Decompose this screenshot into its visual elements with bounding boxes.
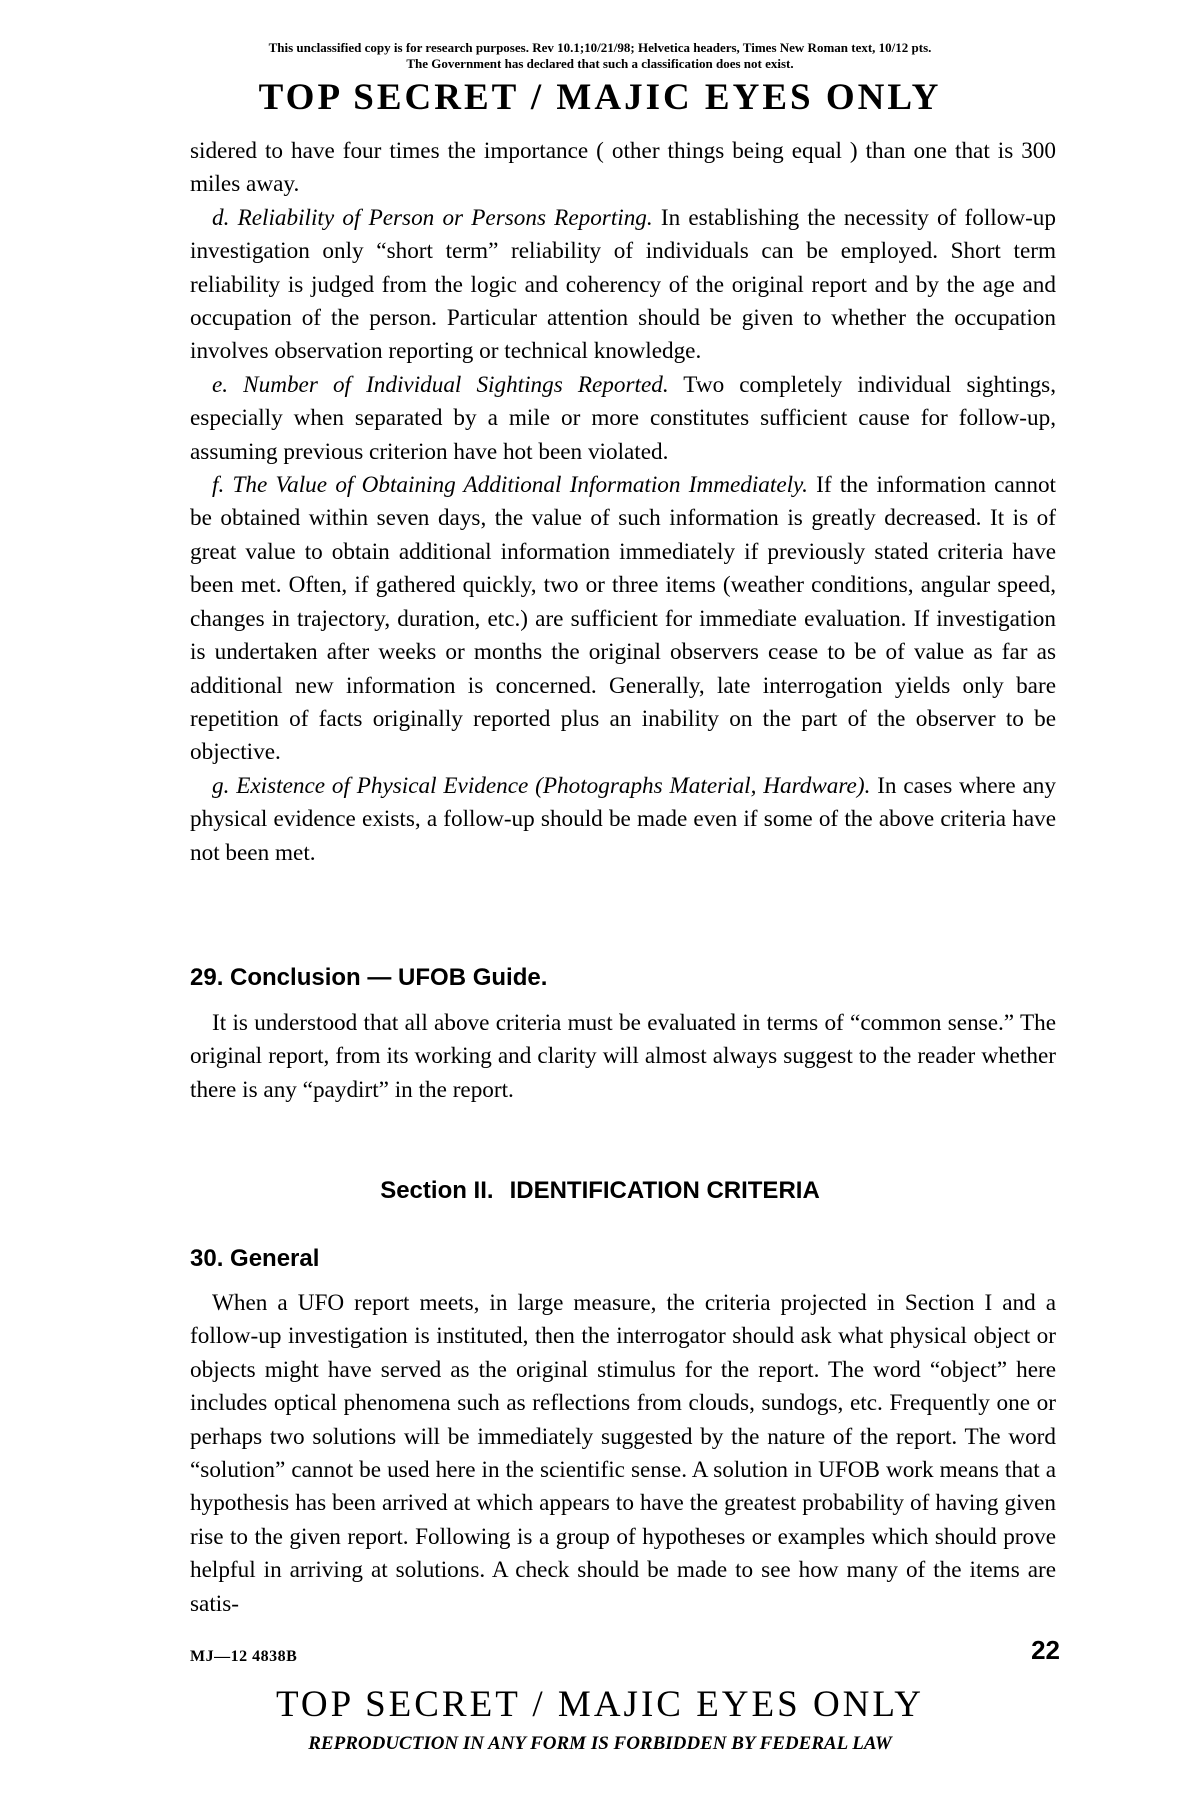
section-ii-heading	[0, 1176, 1200, 1206]
conclusion-block	[190, 1007, 1056, 1107]
paragraph-f	[190, 469, 1056, 770]
paragraph-d-heading: d. Reliability of Person or Persons Reporting.	[212, 204, 653, 231]
header-government-note: The Government has declared that such a classification does not exist.	[406, 56, 794, 71]
criteria-continuation-block	[190, 135, 1056, 870]
heading-30-general: 30. General	[190, 1245, 320, 1272]
section-title: IDENTIFICATION CRITERIA	[509, 1177, 820, 1204]
paragraph-d	[190, 202, 1056, 369]
paragraph-e-heading: e. Number of Individual Sightings Reported.	[212, 371, 669, 398]
paragraph-g-heading: g. Existence of Physical Evidence (Photographs Material, Hardware).	[212, 772, 871, 799]
section-label: Section II.	[380, 1177, 494, 1204]
paragraph-29: It is understood that all above criteria must be evaluated in terms of “common sense.” The original report, from its working and clarity will almost always suggest to the reader whether there is any “paydirt” in the report.	[190, 1010, 1056, 1103]
paragraph-f-text: If the information cannot be obtained within seven days, the value of such information is greatly decreased. It is of great value to obtain additional information immediately if previously stated criteria have been met. Often, if gathered quickly, two or three items (weather conditions, angular speed, changes in trajectory, duration, etc.) are sufficient for immediate evaluation. If investigation is undertaken after weeks or months the original observers cease to be of value as far as additional new information is concerned. Generally, late interrogation yields only bare repetition of facts originally reported plus an inability on the part of the observer to be objective.	[190, 472, 1056, 766]
footer-reproduction-notice: REPRODUCTION IN ANY FORM IS FORBIDDEN BY FEDERAL LAW	[308, 1733, 892, 1754]
paragraph-f-heading: f. The Value of Obtaining Additional Information Immediately.	[212, 472, 808, 499]
continued-paragraph: sidered to have four times the importance ( other things being equal ) than one that is 300 miles away.	[190, 138, 1056, 198]
heading-29-conclusion: 29. Conclusion — UFOB Guide.	[190, 964, 548, 991]
paragraph-g	[190, 770, 1056, 870]
paragraph-e	[190, 369, 1056, 469]
paragraph-g-text: In cases where any physical evidence exists, a follow-up should be made even if some of the above criteria have not been met.	[190, 772, 1056, 866]
paragraph-e-text: Two completely individual sightings, especially when separated by a mile or more constitutes sufficient cause for follow-up, assuming previous criterion have hot been violated.	[190, 371, 1056, 465]
footer-document-id: MJ—12 4838B	[190, 1648, 298, 1665]
page-number: 22	[1031, 1635, 1060, 1665]
header-research-note: This unclassified copy is for research purposes. Rev 10.1;10/21/98; Helvetica headers, Times New Roman text, 10/12 pts.	[268, 40, 932, 55]
paragraph-d-text: In establishing the necessity of follow-up investigation only “short term” reliability of individuals can be employed. Short term reliability is judged from the logic and coherency of the original report and by the age and occupation of the person. Particular attention should be given to whether the occupation involves observation reporting or technical knowledge.	[190, 204, 1056, 365]
paragraph-30: When a UFO report meets, in large measure, the criteria projected in Section I and a follow-up investigation is instituted, then the interrogator should ask what physical object or objects might have served as the original stimulus for the report. The word “object” here includes optical phenomena such as reflections from clouds, sundogs, etc. Frequently one or perhaps two solutions will be immediately suggested by the nature of the report. The word “solution” cannot be used here in the scientific sense. A solution in UFOB work means that a hypothesis has been arrived at which appears to have the greatest probability of having given rise to the given report. Following is a group of hypotheses or examples which should prove helpful in arriving at solutions. A check should be made to see how many of the items are satis-	[190, 1290, 1056, 1617]
footer-classification: TOP SECRET / MAJIC EYES ONLY	[275, 1684, 925, 1725]
header-classification: TOP SECRET / MAJIC EYES ONLY	[258, 77, 942, 118]
general-block	[190, 1287, 1056, 1621]
